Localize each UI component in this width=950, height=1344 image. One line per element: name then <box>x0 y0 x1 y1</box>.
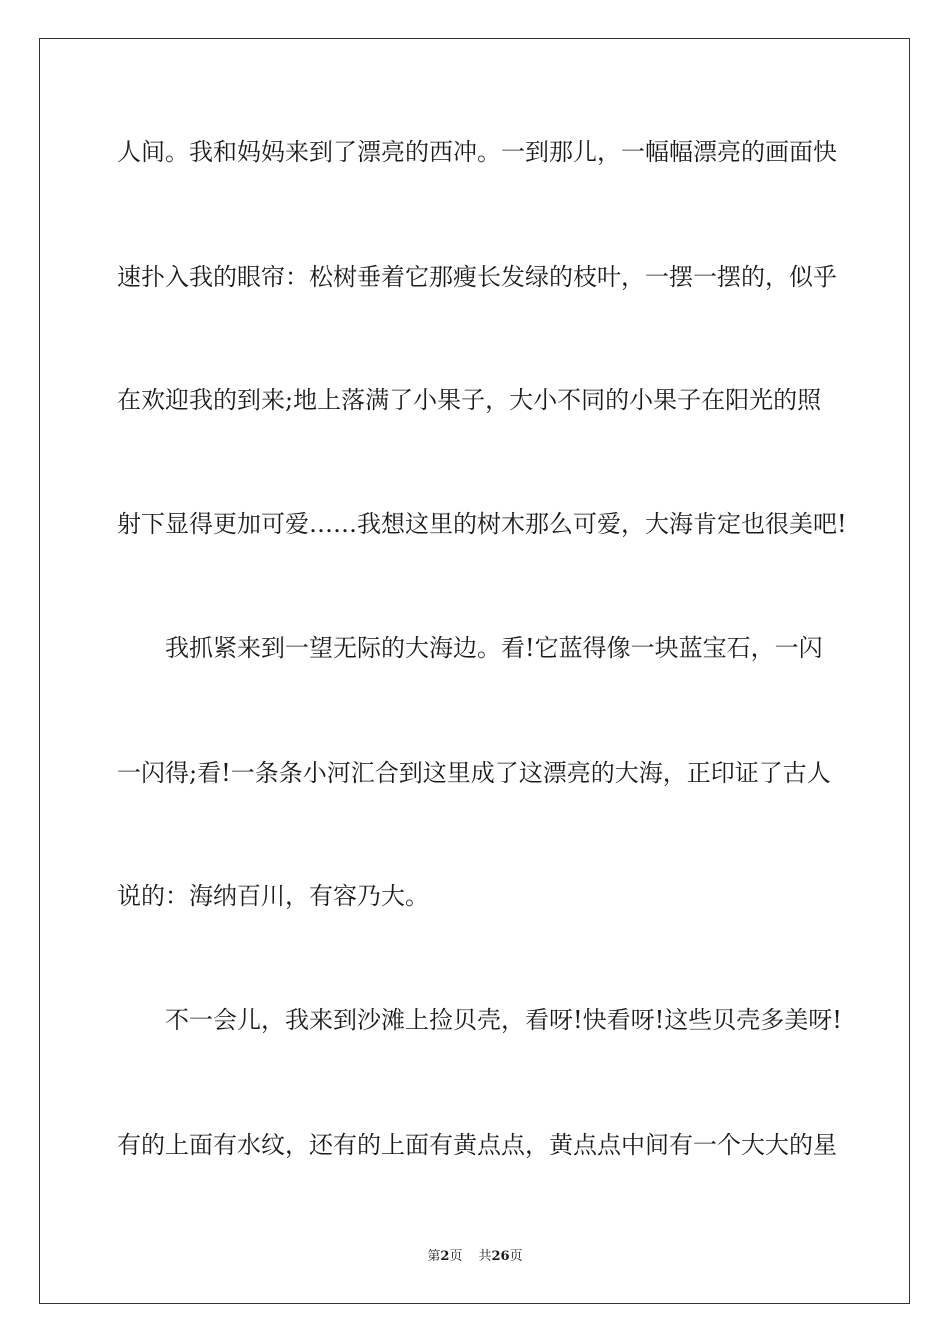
page-suffix: 页 <box>449 1249 463 1264</box>
page-prefix: 第 <box>427 1249 441 1264</box>
total-prefix: 共 <box>478 1249 492 1264</box>
text-line-9: 有的上面有水纹，还有的上面有黄点点，黄点点中间有一个大大的星 <box>117 1131 837 1159</box>
page-border <box>39 38 910 1304</box>
page-footer <box>0 1245 950 1264</box>
text-line-1: 人间。我和妈妈来到了漂亮的西冲。一到那儿，一幅幅漂亮的画面快 <box>117 138 837 166</box>
text-line-6: 一闪得;看!一条条小河汇合到这里成了这漂亮的大海，正印证了古人 <box>117 759 831 787</box>
text-line-7: 说的：海纳百川，有容乃大。 <box>117 882 429 910</box>
text-line-3: 在欢迎我的到来;地上落满了小果子，大小不同的小果子在阳光的照 <box>117 386 822 414</box>
text-line-4: 射下显得更加可爱……我想这里的树木那么可爱，大海肯定也很美吧! <box>117 510 847 538</box>
text-line-2: 速扑入我的眼帘：松树垂着它那瘦长发绿的枝叶，一摆一摆的，似乎 <box>117 263 837 291</box>
total-pages: 26 <box>491 1249 510 1264</box>
total-suffix: 页 <box>509 1249 523 1264</box>
page-number: 2 <box>440 1249 450 1264</box>
text-line-5-paragraph-start: 我抓紧来到一望无际的大海边。看!它蓝得像一块蓝宝石，一闪 <box>165 634 823 662</box>
text-line-8-paragraph-start: 不一会儿，我来到沙滩上捡贝壳，看呀!快看呀!这些贝壳多美呀! <box>165 1006 842 1034</box>
